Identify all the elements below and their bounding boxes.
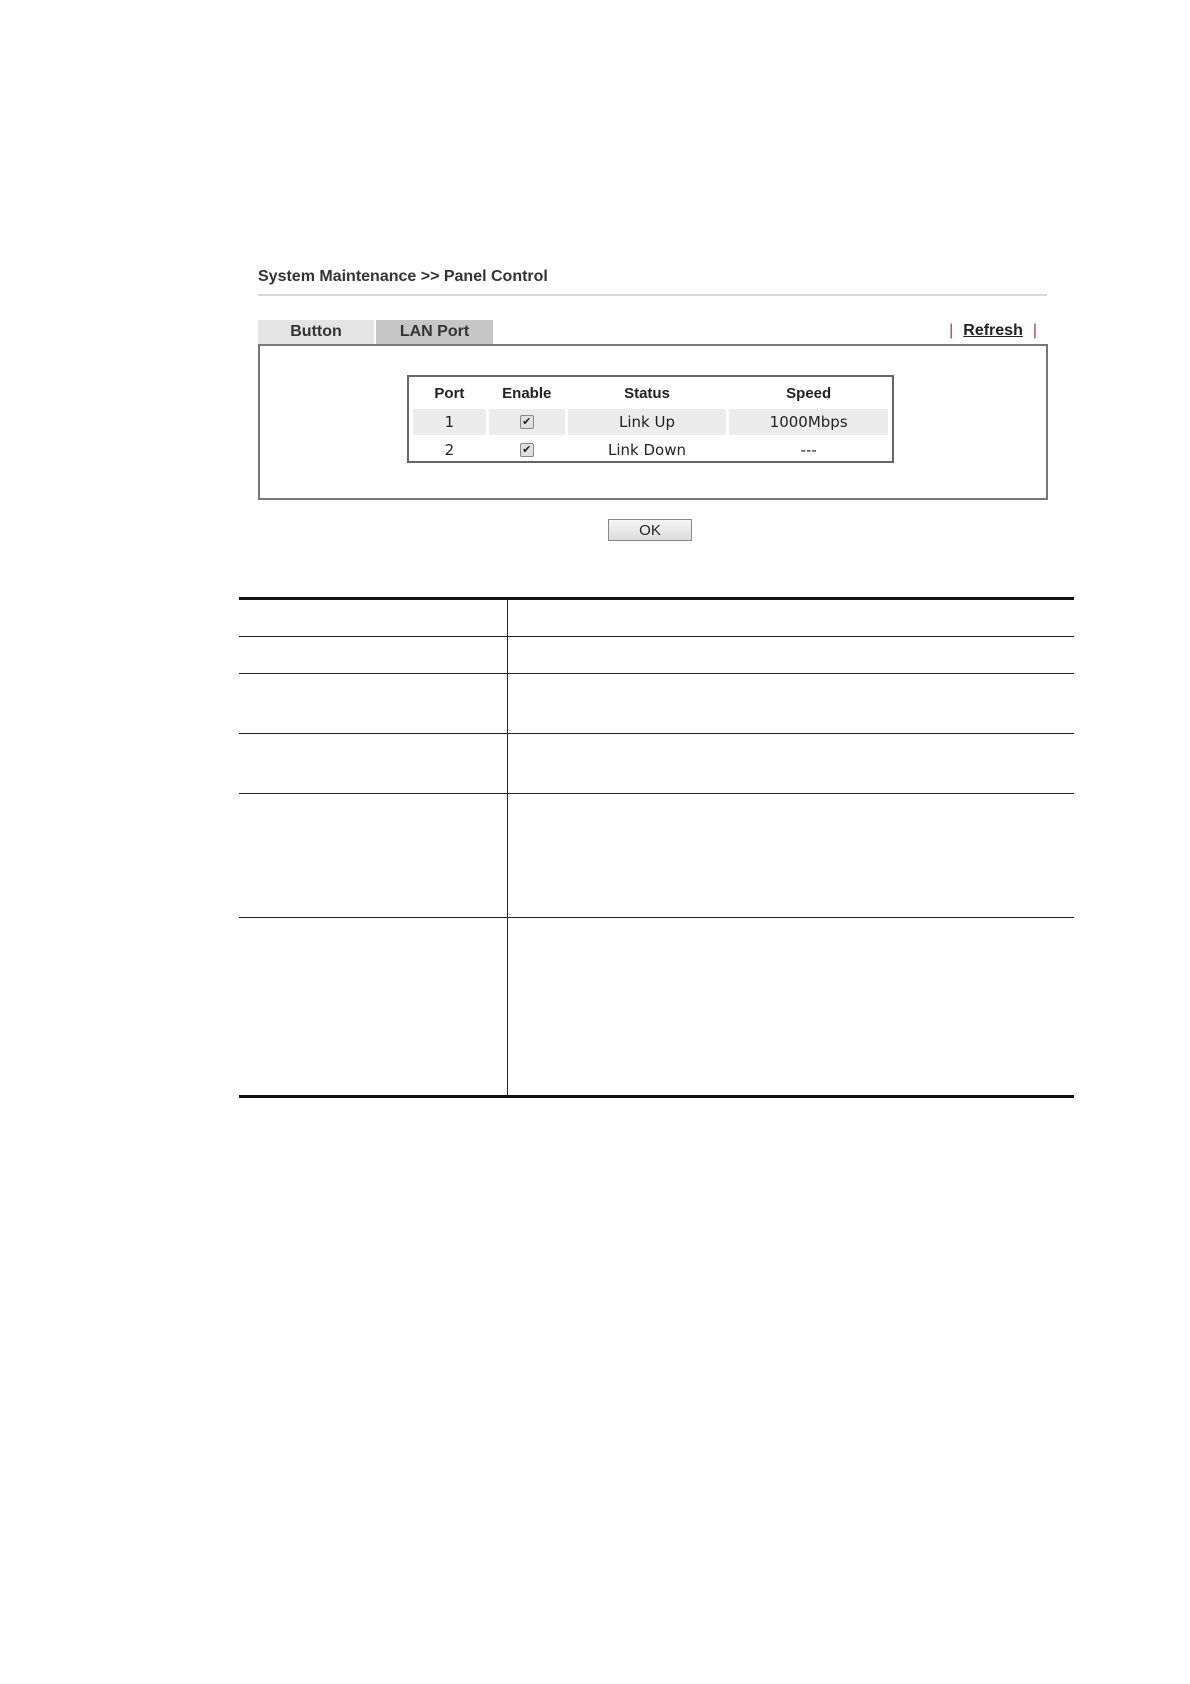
description-item-cell [239,734,508,793]
table-row [413,409,888,435]
port-table [407,375,894,463]
description-text-cell [508,794,1074,917]
description-item-cell [239,600,508,636]
enable-cell [489,437,565,463]
tab-lan-port[interactable]: LAN Port [376,320,493,344]
link-speed: 1000Mbps [729,409,888,435]
description-text-cell [508,637,1074,673]
port-number: 2 [444,441,455,459]
refresh-bar [939,322,1047,340]
table-row [413,437,888,463]
enable-checkbox[interactable]: ✔ [520,443,534,457]
link-status: Link Down [608,441,687,459]
description-row [239,733,1074,793]
description-item-cell [239,674,508,733]
description-row [239,917,1074,1095]
column-header-speed: Speed [786,384,832,402]
page-title: System Maintenance >> Panel Control [258,268,548,285]
description-text-cell [508,918,1074,1095]
enable-checkbox[interactable]: ✔ [520,415,534,429]
link-speed: --- [800,441,817,459]
description-item-cell [239,918,508,1095]
refresh-link[interactable]: Refresh [963,322,1023,339]
column-header-enable: Enable [502,384,552,402]
separator-left: | [949,322,954,339]
description-item-cell [239,794,508,917]
tab-button[interactable]: Button [258,320,374,344]
port-table-header [413,379,888,407]
description-text-cell [508,674,1074,733]
description-row [239,673,1074,733]
description-text-cell [508,600,1074,636]
description-row [239,793,1074,917]
description-item-cell [239,637,508,673]
description-row [239,600,1074,636]
separator-right: | [1032,322,1037,339]
link-status: Link Up [568,409,727,435]
description-row [239,636,1074,673]
description-table [239,597,1074,1098]
enable-cell [489,409,565,435]
port-number: 1 [413,409,486,435]
column-header-status: Status [624,384,670,402]
column-header-port: Port [434,384,465,402]
description-text-cell [508,734,1074,793]
title-divider [258,294,1047,296]
ok-button[interactable]: OK [608,519,692,541]
